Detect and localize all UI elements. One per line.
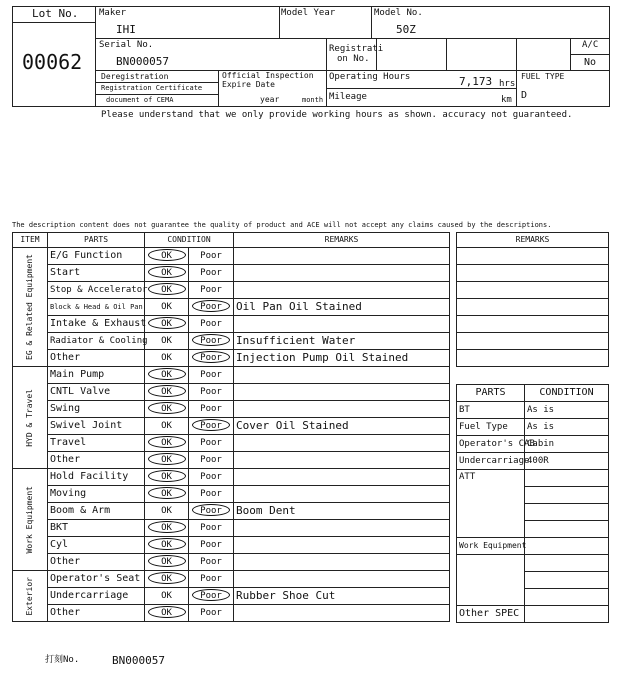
poor-option: Poor	[192, 334, 230, 346]
ok-option: OK	[148, 385, 186, 397]
poor-option: Poor	[200, 251, 222, 261]
table-row	[13, 384, 450, 401]
footer-label: 打刻No.	[45, 655, 80, 665]
condition-header: CONDITION	[145, 233, 234, 248]
month-label: month	[302, 96, 324, 104]
right-condition-header: CONDITION	[525, 385, 609, 402]
remark-cell: Insufficient Water	[234, 333, 450, 350]
poor-option: Poor	[200, 540, 222, 550]
remark-cell	[234, 537, 450, 554]
table-row	[13, 333, 450, 350]
inspection-table	[12, 232, 450, 622]
model-year-label: Model Year	[281, 8, 336, 18]
group-label: HYD & Travel	[13, 367, 48, 469]
hrs-label: hrs	[499, 79, 516, 89]
table-row	[13, 571, 450, 588]
remark-cell	[234, 265, 450, 282]
poor-option: Poor	[200, 319, 222, 329]
ok-option: OK	[148, 249, 186, 261]
remark-cell: Oil Pan Oil Stained	[234, 299, 450, 316]
remark-cell	[234, 316, 450, 333]
right-parts-header: PARTS	[457, 385, 525, 402]
table-row	[13, 520, 450, 537]
group-label: Exterior	[13, 571, 48, 622]
remark-cell	[234, 452, 450, 469]
right-blank-cell	[525, 572, 609, 589]
remark-cell	[234, 248, 450, 265]
table-row	[13, 299, 450, 316]
ok-option: OK	[148, 436, 186, 448]
right-parts-table	[456, 384, 609, 623]
remark-cell: Boom Dent	[234, 503, 450, 520]
table-row	[13, 486, 450, 503]
part-name: Start	[48, 265, 145, 282]
deregistration-label: Deregistration	[101, 72, 169, 81]
remark-cell	[234, 605, 450, 622]
registration-certificate-label: Registration Certificate	[101, 84, 203, 92]
remark-cell	[234, 282, 450, 299]
remark-cell: Injection Pump Oil Stained	[234, 350, 450, 367]
remark-cell	[234, 435, 450, 452]
remark-cell	[234, 571, 450, 588]
other-spec-label: Other SPEC	[457, 606, 525, 623]
poor-option: Poor	[200, 370, 222, 380]
right-part-condition: As is	[525, 402, 609, 419]
table-row	[13, 452, 450, 469]
serial-value: BN000057	[116, 55, 169, 68]
poor-option: Poor	[200, 557, 222, 567]
part-name: CNTL Valve	[48, 384, 145, 401]
document-cema-label: document of CEMA	[106, 96, 174, 104]
part-name: Hold Facility	[48, 469, 145, 486]
operating-hours-label: Operating Hours	[329, 72, 411, 82]
part-name: Boom & Arm	[48, 503, 145, 520]
remark-cell: Cover Oil Stained	[234, 418, 450, 435]
right-parts-row	[457, 436, 609, 453]
table-row	[13, 469, 450, 486]
right-blank-cell	[525, 487, 609, 504]
part-name: Other	[48, 350, 145, 367]
work-equipment-label: Work Equipment	[457, 538, 525, 555]
maker-label: Maker	[99, 8, 127, 18]
part-name: Travel	[48, 435, 145, 452]
table-row	[13, 418, 450, 435]
ok-option: OK	[148, 470, 186, 482]
remark-cell	[234, 469, 450, 486]
ok-option: OK	[148, 453, 186, 465]
ac-label: A/C	[582, 40, 599, 50]
part-name: E/G Function	[48, 248, 145, 265]
ok-option: OK	[161, 353, 172, 363]
part-name: Swing	[48, 401, 145, 418]
poor-option: Poor	[200, 472, 222, 482]
right-blank-cell	[525, 470, 609, 487]
part-name: Other	[48, 554, 145, 571]
right-parts-row	[457, 419, 609, 436]
part-name: Intake & Exhaust	[48, 316, 145, 333]
part-name: Other	[48, 452, 145, 469]
lot-number: 00062	[22, 50, 83, 74]
table-row	[13, 350, 450, 367]
right-blank-cell	[525, 504, 609, 521]
right-part-condition: Cabin	[525, 436, 609, 453]
poor-option: Poor	[192, 351, 230, 363]
maker-value: IHI	[116, 23, 136, 36]
poor-option: Poor	[200, 455, 222, 465]
remarks-header: REMARKS	[234, 233, 450, 248]
right-parts-row	[457, 402, 609, 419]
ok-option: OK	[161, 421, 172, 431]
ac-value: No	[584, 57, 597, 68]
official-inspection-label: Official Inspection	[222, 71, 314, 80]
ok-option: OK	[148, 402, 186, 414]
remark-cell	[234, 367, 450, 384]
ok-option: OK	[161, 591, 172, 601]
remark-cell	[234, 520, 450, 537]
right-part-condition: As is	[525, 419, 609, 436]
part-name: Stop & Accelerator	[48, 282, 145, 299]
remark-cell	[234, 554, 450, 571]
remark-cell	[234, 401, 450, 418]
table-row	[13, 401, 450, 418]
model-no-value: 50Z	[396, 23, 416, 36]
ok-option: OK	[148, 266, 186, 278]
table-row	[13, 316, 450, 333]
mileage-label: Mileage	[329, 92, 367, 102]
remark-cell: Rubber Shoe Cut	[234, 588, 450, 605]
remark-cell	[234, 486, 450, 503]
group-label: Work Equipment	[13, 469, 48, 571]
right-part-name: Fuel Type	[457, 419, 525, 436]
part-name: Main Pump	[48, 367, 145, 384]
year-label: year	[260, 95, 280, 104]
poor-option: Poor	[192, 504, 230, 516]
parts-header: PARTS	[48, 233, 145, 248]
poor-option: Poor	[200, 404, 222, 414]
serial-label: Serial No.	[99, 40, 154, 50]
km-label: km	[501, 95, 512, 105]
table-row	[13, 588, 450, 605]
hours-note: Please understand that we only provide working hours as shown. accuracy not guaranteed.	[101, 110, 573, 120]
registration-label-1: Registrati	[329, 44, 384, 54]
model-no-label: Model No.	[374, 8, 423, 18]
poor-option: Poor	[200, 438, 222, 448]
right-blank-cell	[525, 589, 609, 606]
right-part-name: Operator's CAB	[457, 436, 525, 453]
part-name: Undercarriage	[48, 588, 145, 605]
part-name: Moving	[48, 486, 145, 503]
expire-date-label: Expire Date	[222, 80, 275, 89]
ok-option: OK	[148, 555, 186, 567]
part-name: BKT	[48, 520, 145, 537]
part-name: Radiator & Cooling	[48, 333, 145, 350]
operating-hours-value: 7,173	[459, 75, 493, 88]
right-part-condition: 400R	[525, 453, 609, 470]
remarks-table	[456, 232, 609, 367]
registration-label-2: on No.	[337, 54, 370, 64]
right-parts-row	[457, 453, 609, 470]
poor-option: Poor	[200, 268, 222, 278]
table-row	[13, 282, 450, 299]
table-row	[13, 554, 450, 571]
ok-option: OK	[148, 283, 186, 295]
right-blank-cell	[525, 555, 609, 572]
poor-option: Poor	[200, 608, 222, 618]
poor-option: Poor	[200, 489, 222, 499]
table-row	[13, 503, 450, 520]
part-name: Operator's Seat	[48, 571, 145, 588]
fuel-type-label: FUEL TYPE	[521, 72, 565, 81]
poor-option: Poor	[200, 285, 222, 295]
part-name: Cyl	[48, 537, 145, 554]
footer-value: BN000057	[112, 654, 165, 667]
table-row	[13, 265, 450, 282]
part-name: Block & Head & Oil Pan	[48, 299, 145, 316]
table-row	[13, 367, 450, 384]
table-row	[13, 605, 450, 622]
part-name: Other	[48, 605, 145, 622]
att-label: ATT	[457, 470, 525, 538]
ok-option: OK	[148, 572, 186, 584]
table-row	[13, 435, 450, 452]
fuel-type-value: D	[521, 90, 528, 101]
right-part-name: Undercarriage	[457, 453, 525, 470]
ok-option: OK	[148, 317, 186, 329]
right-part-name: BT	[457, 402, 525, 419]
ok-option: OK	[148, 368, 186, 380]
lot-label: Lot No.	[32, 7, 79, 20]
group-label: EG & Related Equipment	[13, 248, 48, 367]
ok-option: OK	[161, 302, 172, 312]
remarks2-header: REMARKS	[457, 233, 609, 248]
remark-cell	[234, 384, 450, 401]
poor-option: Poor	[200, 574, 222, 584]
ok-option: OK	[161, 336, 172, 346]
poor-option: Poor	[200, 523, 222, 533]
table-row	[13, 248, 450, 265]
disclaimer: The description content does not guarantee the quality of product and ACE will not accept any claims caused by the descriptions.	[12, 221, 552, 229]
table-row	[13, 537, 450, 554]
poor-option: Poor	[192, 300, 230, 312]
ok-option: OK	[148, 538, 186, 550]
item-header: ITEM	[13, 233, 48, 248]
ok-option: OK	[148, 606, 186, 618]
poor-option: Poor	[200, 387, 222, 397]
poor-option: Poor	[192, 589, 230, 601]
right-blank-cell	[525, 521, 609, 538]
poor-option: Poor	[192, 419, 230, 431]
part-name: Swivel Joint	[48, 418, 145, 435]
ok-option: OK	[148, 521, 186, 533]
ok-option: OK	[148, 487, 186, 499]
right-blank-label	[457, 555, 525, 606]
ok-option: OK	[161, 506, 172, 516]
